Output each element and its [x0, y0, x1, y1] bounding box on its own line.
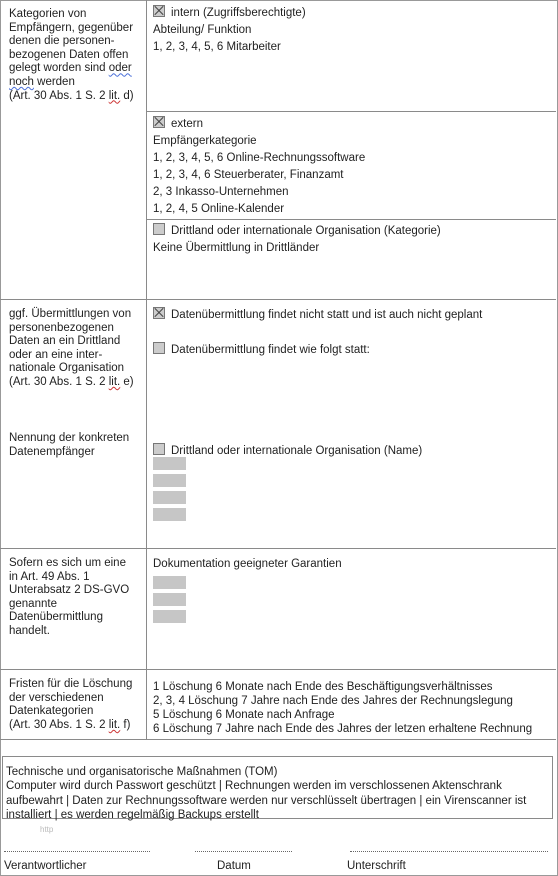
recipients-row: [0, 0, 556, 300]
extern-item: 1, 2, 3, 4, 6 Steuerberater, Finanzamt: [153, 169, 344, 181]
recipients-naming-label: Nennung der konkreten Datenempfänger: [9, 432, 130, 458]
extern-item: 1, 2, 3, 4, 5, 6 Online-Rechnungssoftware: [153, 152, 366, 164]
text-field[interactable]: [153, 508, 186, 521]
third-country-label: Drittland oder internationale Organisation (Kategorie): [171, 225, 441, 237]
extern-item: 1, 2, 4, 5 Online-Kalender: [153, 203, 285, 215]
transfer-option-yes: Datenübermittlung findet wie folgt statt:: [147, 340, 556, 359]
tom-text: Computer wird durch Passwort geschützt | Rechnungen werden im verschlossenen Aktenschrank aufbewahrt | Daten zur Rechnungssoftware werden nur verschlüsselt übertragen | ein Virenscanner ist installiert | es werden regelmäßig Backups erstellt: [6, 780, 527, 822]
guarantees-heading: Dokumentation geeigneter Garantien: [153, 558, 342, 570]
recipient-name-fields: [153, 457, 186, 525]
date-label: Datum: [217, 860, 251, 872]
intern-section: [147, 3, 556, 56]
deletion-item: 5 Löschung 6 Monate nach Anfrage: [153, 709, 335, 721]
guarantees-label: Sofern es sich um eine in Art. 49 Abs. 1 Unterabsatz 2 DS-GVO genannte Datenübermittlung handelt.: [0, 549, 147, 669]
third-country-section: [147, 219, 556, 257]
intern-label: intern (Zugriffsberechtigte): [171, 7, 306, 19]
extern-item: 2, 3 Inkasso-Unternehmen: [153, 186, 289, 198]
transfer-none-checkbox[interactable]: [153, 307, 165, 319]
extern-subheading: Empfängerkategorie: [153, 135, 257, 147]
third-country-item: Keine Übermittlung in Drittländer: [153, 242, 320, 254]
tom-title: Technische und organisatorische Maßnahmen (TOM): [6, 766, 278, 778]
intern-subheading: Abteilung/ Funktion: [153, 24, 252, 36]
third-country-name-checkbox[interactable]: [153, 443, 165, 455]
responsible-label: Verantwortlicher: [4, 860, 87, 872]
guarantee-fields: [153, 576, 186, 627]
extern-section: [147, 111, 556, 218]
text-field[interactable]: [153, 576, 186, 589]
text-field[interactable]: [153, 457, 186, 470]
signature-line[interactable]: [350, 851, 548, 852]
guarantees-row: [0, 549, 556, 670]
transfer-label: ggf. Übermittlungen von personenbezogenen Daten an ein Drittland oder an eine inter- nationale Organisation (Art. 30 Abs. 1 S. 2 lit. e) Nennung der konkreten Datenempfänger: [0, 300, 147, 548]
extern-checkbox[interactable]: [153, 116, 165, 128]
faint-mark: http: [40, 825, 54, 834]
text-field[interactable]: [153, 491, 186, 504]
date-line[interactable]: [195, 851, 292, 852]
deletion-list: [147, 678, 556, 736]
transfer-row: [0, 300, 556, 549]
recipients-label: Kategorien von Empfängern, gegenüber denen die personen- bezogenen Daten offen gelegt worden sind oder noch werden (Art. 30 Abs. 1 S. 2 lit. d): [0, 0, 147, 299]
third-country-checkbox[interactable]: [153, 223, 165, 235]
deletion-label: Fristen für die Löschung der verschiedenen Datenkategorien (Art. 30 Abs. 1 S. 2 lit. f): [0, 670, 147, 739]
intern-checkbox[interactable]: [153, 5, 165, 17]
tom-box: [2, 756, 553, 822]
transfer-yes-checkbox[interactable]: [153, 342, 165, 354]
deletion-row: [0, 670, 556, 740]
deletion-item: 1 Löschung 6 Monate nach Ende des Beschäftigungsverhältnisses: [153, 681, 493, 693]
text-field[interactable]: [153, 610, 186, 623]
deletion-item: 6 Löschung 7 Jahre nach Ende des Jahres der letzen erhaltene Rechnung: [153, 723, 533, 735]
intern-item: 1, 2, 3, 4, 5, 6 Mitarbeiter: [153, 41, 281, 53]
deletion-item: 2, 3, 4 Löschung 7 Jahre nach Ende des Jahres der Rechnungslegung: [153, 695, 513, 707]
text-field[interactable]: [153, 593, 186, 606]
text-field[interactable]: [153, 474, 186, 487]
signature-label: Unterschrift: [347, 860, 406, 872]
transfer-option-third-country: Drittland oder internationale Organisation (Name): [147, 441, 556, 460]
transfer-option-none: Datenübermittlung findet nicht statt und ist auch nicht geplant: [147, 305, 556, 324]
extern-label: extern: [171, 118, 203, 130]
responsible-line[interactable]: [4, 851, 150, 852]
